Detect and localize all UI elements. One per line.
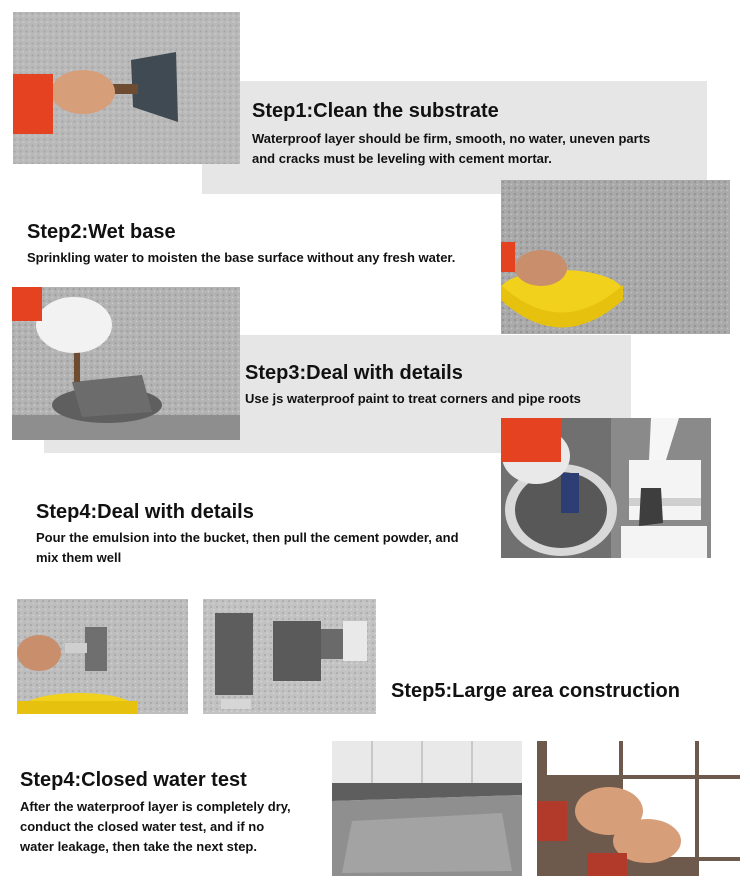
step6-line-1: After the waterproof layer is completely dry, [20,799,291,814]
step3-photo [12,287,240,440]
step4-title: Step4:Deal with details [36,501,254,523]
step4-description [36,528,498,568]
step2-description [27,248,497,268]
step3-description [245,389,630,409]
step6-title: Step4:Closed water test [20,769,247,791]
step1-description [252,129,707,169]
step6-line-3: water leakage, then take the next step. [20,839,257,854]
step6-description [20,797,325,857]
step4-mixing-photo [501,418,711,558]
step2-title: Step2:Wet base [27,221,176,243]
step5-title: Step5:Large area construction [391,680,680,702]
tiling-photo [537,741,740,876]
step6-line-2: conduct the closed water test, and if no [20,819,265,834]
step5-brush-photo-1 [17,599,188,714]
step4-line-1: Pour the emulsion into the bucket, then pull the cement powder, and [36,530,459,545]
step1-photo [13,12,240,164]
step1-title: Step1:Clean the substrate [252,100,499,122]
step1-line-2: and cracks must be leveling with cement mortar. [252,151,552,166]
step5-brush-photo-2 [203,599,376,714]
step4-line-2: mix them well [36,550,122,565]
step2-photo [501,180,730,334]
step2-line-1: Sprinkling water to moisten the base surface without any fresh water. [27,250,456,265]
step3-line-1: Use js waterproof paint to treat corners and pipe roots [245,391,581,406]
step1-line-1: Waterproof layer should be firm, smooth, no water, uneven parts [252,131,651,146]
step3-title: Step3:Deal with details [245,362,463,384]
bathroom-floor-photo [332,741,522,876]
